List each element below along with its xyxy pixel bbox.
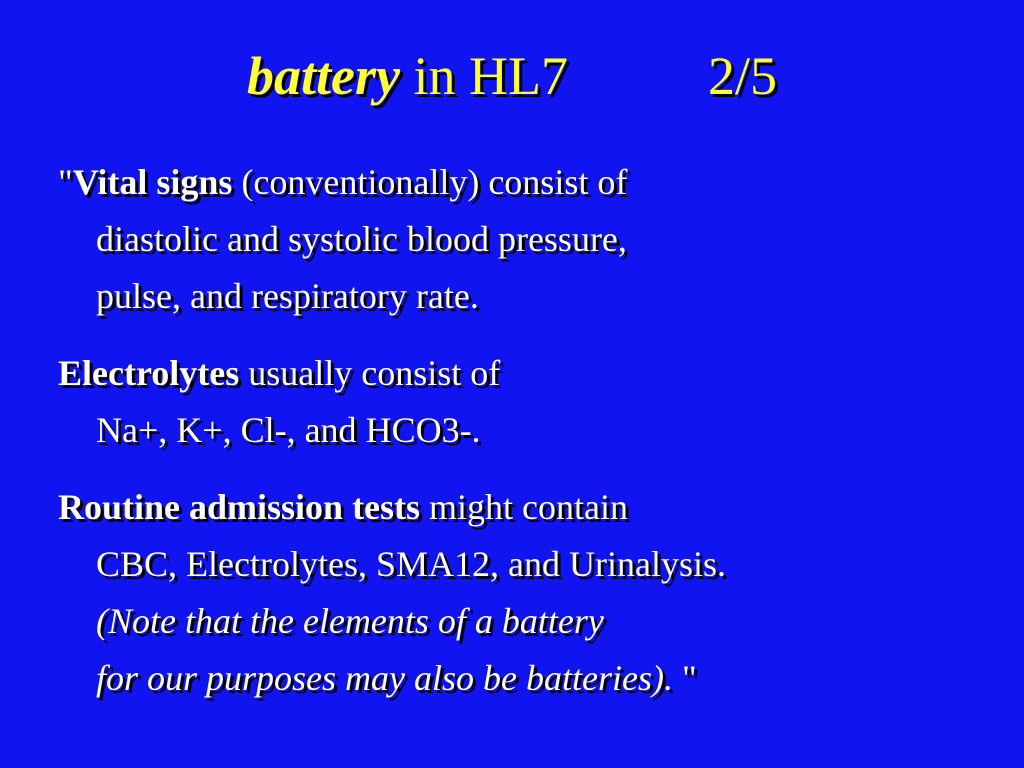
routine-tests-note-text: for our purposes may also be batteries).: [96, 658, 673, 698]
title-emphasis: battery: [247, 46, 400, 106]
vital-signs-line-2: diastolic and systolic blood pressure,: [96, 219, 627, 259]
routine-tests-line-1-rest: might contain: [420, 487, 629, 527]
routine-tests-line-1: [58, 479, 998, 536]
routine-tests-note-line-2: [58, 650, 998, 707]
electrolytes-line-1: [58, 345, 998, 402]
close-quote: ": [672, 658, 697, 698]
routine-tests-term: Routine admission tests: [58, 487, 421, 527]
page-number: 2/5: [707, 46, 777, 106]
vital-signs-line-3: pulse, and respiratory rate.: [96, 276, 479, 316]
vital-signs-paragraph: [58, 154, 998, 325]
electrolytes-line-2: Na+, K+, Cl-, and HCO3-.: [96, 410, 481, 450]
vital-signs-line-1-rest: (conventionally) consist of: [232, 162, 628, 202]
electrolytes-line-1-rest: usually consist of: [239, 353, 501, 393]
slide-body: [58, 154, 998, 727]
electrolytes-term: Electrolytes: [58, 353, 240, 393]
open-quote: ": [58, 162, 73, 202]
routine-tests-line-2: CBC, Electrolytes, SMA12, and Urinalysis.: [96, 544, 726, 584]
routine-tests-note-line-1: (Note that the elements of a battery: [96, 601, 604, 641]
slide-title: [0, 44, 1024, 108]
vital-signs-term: Vital signs: [72, 162, 233, 202]
routine-tests-paragraph: [58, 479, 998, 707]
electrolytes-paragraph: [58, 345, 998, 459]
title-text: in HL7: [399, 46, 568, 106]
vital-signs-line-1: [58, 154, 998, 211]
